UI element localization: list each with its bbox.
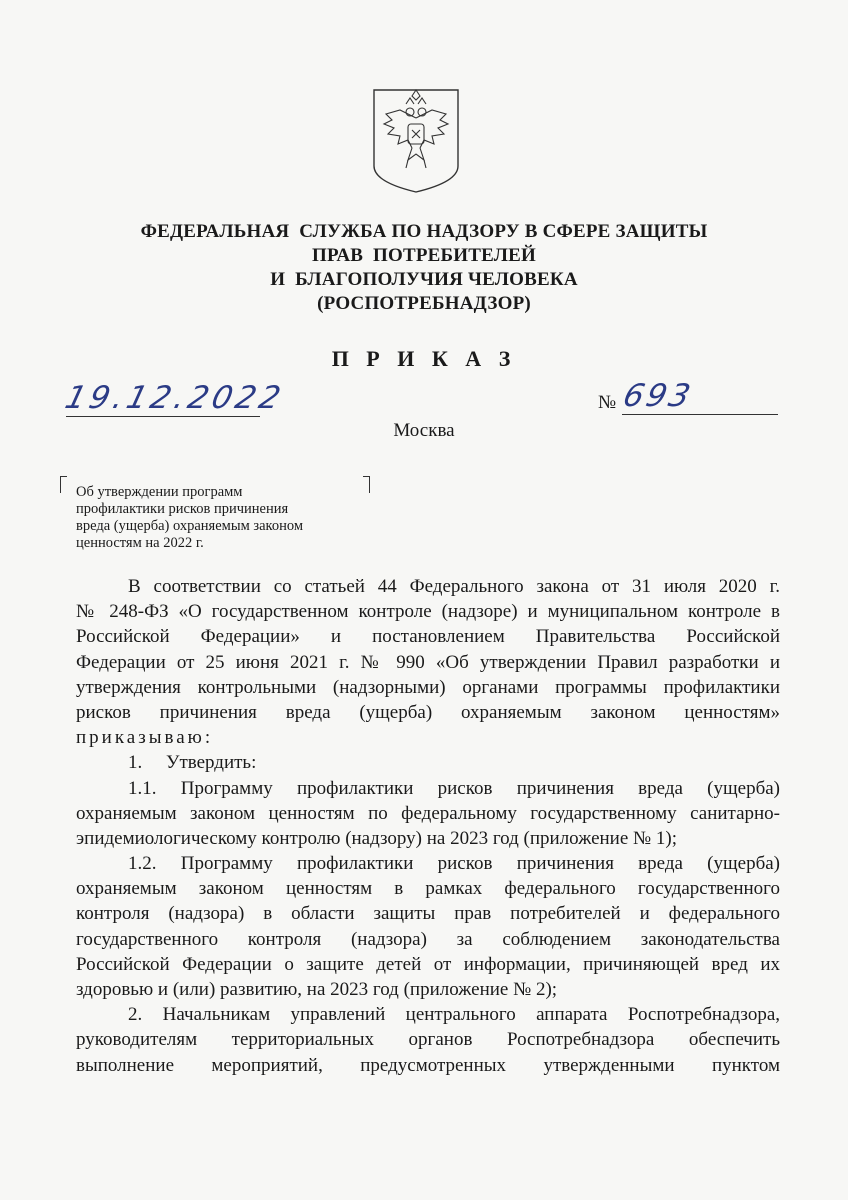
body-line: выполнение мероприятий, предусмотренных утвержденными пунктом <box>76 1054 780 1076</box>
subject-line: Об утверждении программ <box>76 484 243 500</box>
body-line: рисков причинения вреда (ущерба) охраняемым законом ценностям» <box>76 701 780 723</box>
body-line: В соответствии со статьей 44 Федерального закона от 31 июля 2020 г. <box>128 576 780 597</box>
city: Москва <box>393 420 455 441</box>
handwritten-date: 19.12.2022 <box>61 380 288 416</box>
body-line: 1. Утвердить: <box>128 752 257 774</box>
subject-line: вреда (ущерба) охраняемым законом <box>76 518 304 534</box>
body-line: охраняемым законом ценностям по федеральному государственному санитарно- <box>76 802 780 824</box>
body-line: приказываю: <box>76 727 214 749</box>
body-line: № 248-ФЗ «О государственном контроле (надзоре) и муниципальном контроле в <box>76 601 780 623</box>
agency-line: (РОСПОТРЕБНАДЗОР) <box>317 293 531 314</box>
number-label: № <box>598 392 617 413</box>
agency-line: ФЕДЕРАЛЬНАЯ СЛУЖБА ПО НАДЗОРУ В СФЕРЕ ЗАЩИТЫ <box>140 221 708 242</box>
number-field <box>619 378 778 415</box>
body-line: Федерации от 25 июня 2021 г. № 990 «Об утверждении Правил разработки и <box>76 651 780 673</box>
date-field <box>61 380 288 417</box>
subject-line: ценностям на 2022 г. <box>76 535 204 551</box>
document-type-title: П Р И К А З <box>331 346 517 371</box>
body-line: Российской Федерации о защите детей от информации, причиняющей вред их <box>76 953 780 975</box>
body-line: здоровью и (или) развитию, на 2023 год (приложение № 2); <box>76 979 558 1000</box>
subject-line: профилактики рисков причинения <box>76 501 289 517</box>
body-line: руководителям территориальных органов Роспотребнадзора обеспечить <box>76 1029 780 1051</box>
document-body <box>76 574 780 1078</box>
body-line: Российской Федерации» и постановлением Правительства Российской <box>76 626 780 648</box>
subject-block <box>76 484 356 552</box>
body-line: охраняемым законом ценностям в рамках федерального государственного <box>76 878 780 900</box>
body-line: 1.1. Программу профилактики рисков причинения вреда (ущерба) <box>128 777 780 799</box>
body-line: 2. Начальникам управлений центрального аппарата Роспотребнадзора, <box>128 1004 780 1026</box>
body-line: 1.2. Программу профилактики рисков причинения вреда (ущерба) <box>128 853 780 875</box>
agency-name <box>0 220 848 316</box>
coat-of-arms-emblem <box>372 88 460 194</box>
handwritten-number: 693 <box>619 378 697 414</box>
body-line: государственного контроля (надзора) за соблюдением законодательства <box>76 928 780 950</box>
agency-line: ПРАВ ПОТРЕБИТЕЛЕЙ <box>311 245 536 266</box>
body-line: контроля (надзора) в области защиты прав потребителей и федерального <box>76 903 780 925</box>
agency-line: И БЛАГОПОЛУЧИЯ ЧЕЛОВЕКА <box>270 269 578 290</box>
body-line: эпидемиологическому контролю (надзору) на 2023 год (приложение № 1); <box>76 827 678 849</box>
body-line: утверждения контрольными (надзорными) органами программы профилактики <box>76 676 780 698</box>
